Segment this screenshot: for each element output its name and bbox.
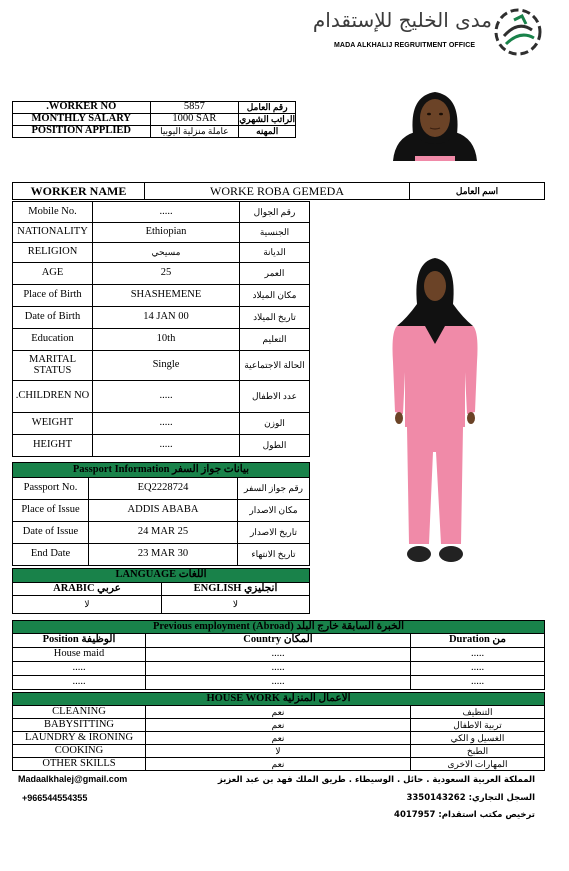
company-logo (312, 6, 544, 58)
employment-cell: ..... (146, 648, 411, 662)
logo-english-text: MADA ALKHALIJ REGRUITMENT OFFICE (334, 42, 476, 49)
worker-no-label-ar: رقم العامل (239, 102, 296, 114)
passport-no-label: Passport No. (13, 478, 89, 500)
passport-no-value: EQ2228724 (89, 478, 238, 500)
salary-label: MONTHLY SALARY (13, 114, 151, 126)
issue-date-label: Date of Issue (13, 522, 89, 544)
cleaning-label: CLEANING (13, 706, 146, 719)
salary-value: 1000 SAR (150, 114, 239, 126)
education-label: Education (13, 329, 93, 351)
birthdate-value: 14 JAN 00 (93, 307, 240, 329)
footer-email[interactable]: Madaalkhalej@gmail.com (18, 774, 128, 784)
issue-place-value: ADDIS ABABA (89, 500, 238, 522)
marital-value: Single (93, 351, 240, 381)
employment-cell: ..... (13, 662, 146, 676)
worker-name-label: WORKER NAME (13, 183, 145, 200)
position-label-ar: المهنه (239, 126, 296, 138)
employment-cell: ..... (146, 662, 411, 676)
language-table (12, 568, 310, 614)
birthplace-label-ar: مكان الميلاد (240, 285, 310, 307)
house-work-table (12, 692, 545, 771)
footer-phone: +966544554355 (22, 793, 88, 803)
employment-header-duration: Duration من (411, 634, 545, 648)
other-skills-label: OTHER SKILLS (13, 758, 146, 771)
issue-place-label: Place of Issue (13, 500, 89, 522)
age-value: 25 (93, 263, 240, 285)
worker-no-label: .WORKER NO (13, 102, 151, 114)
cooking-label-ar: الطبخ (411, 745, 545, 758)
mobile-value: ..... (93, 202, 240, 223)
religion-label: RELIGION (13, 243, 93, 263)
cleaning-label-ar: التنظيف (411, 706, 545, 719)
employment-cell: ..... (411, 676, 545, 690)
weight-label: WEIGHT (13, 413, 93, 435)
laundry-label: LAUNDRY & IRONING (13, 732, 146, 745)
issue-place-label-ar: مكان الاصدار (238, 500, 310, 522)
worker-name-value: WORKE ROBA GEMEDA (145, 183, 410, 200)
babysitting-label: BABYSITTING (13, 719, 146, 732)
passport-no-label-ar: رقم جواز السفر (238, 478, 310, 500)
children-label-ar: عدد الاطفال (240, 381, 310, 413)
language-section-title: LANGUAGE اللغات (13, 569, 310, 583)
employment-header-position: Position الوظيفة (13, 634, 146, 648)
babysitting-label-ar: تربية الاطفال (411, 719, 545, 732)
age-label-ar: العمر (240, 263, 310, 285)
laundry-label-ar: الغسيل و الكي (411, 732, 545, 745)
children-label: .CHILDREN NO (13, 381, 93, 413)
worker-name-table (12, 182, 545, 200)
weight-label-ar: الوزن (240, 413, 310, 435)
laundry-value: نعم (146, 732, 411, 745)
end-date-value: 23 MAR 30 (89, 544, 238, 566)
footer-commercial-register: السجل التجاري: 3350143262 (406, 793, 535, 803)
nationality-value: Ethiopian (93, 223, 240, 243)
logo-emblem-icon (492, 6, 544, 58)
arabic-label: ARABIC عربي (13, 583, 162, 596)
employment-cell: ..... (13, 676, 146, 690)
position-label: POSITION APPLIED (13, 126, 151, 138)
education-label-ar: التعليم (240, 329, 310, 351)
issue-date-label-ar: تاريخ الاصدار (238, 522, 310, 544)
mobile-label-ar: رقم الجوال (240, 202, 310, 223)
height-label: HEIGHT (13, 435, 93, 457)
arabic-value: لا (13, 596, 162, 614)
religion-value: مسيحي (93, 243, 240, 263)
mobile-label: Mobile No. (13, 202, 93, 223)
employment-header-country: Country المكان (146, 634, 411, 648)
marital-label-ar: الحالة الاجتماعية (240, 351, 310, 381)
babysitting-value: نعم (146, 719, 411, 732)
other-skills-value: نعم (146, 758, 411, 771)
employment-cell: House maid (13, 648, 146, 662)
position-value: عاملة منزلية اليوبيا (150, 126, 239, 138)
passport-section-title: Passport Information بيانات جواز السفر (13, 463, 310, 478)
religion-label-ar: الديانة (240, 243, 310, 263)
logo-arabic-text: مدى الخليج للإستقدام (312, 8, 492, 32)
height-label-ar: الطول (240, 435, 310, 457)
weight-value: ..... (93, 413, 240, 435)
birthplace-label: Place of Birth (13, 285, 93, 307)
cleaning-value: نعم (146, 706, 411, 719)
end-date-label-ar: تاريخ الانتهاء (238, 544, 310, 566)
cooking-label: COOKING (13, 745, 146, 758)
height-value: ..... (93, 435, 240, 457)
salary-label-ar: الراتب الشهري (239, 114, 295, 124)
house-work-section-title: HOUSE WORK الاعمال المنزلية (13, 693, 545, 706)
footer-license: ترخيص مكتب استقدام: 4017957 (394, 810, 535, 820)
english-value: لا (162, 596, 310, 614)
employment-cell: ..... (411, 662, 545, 676)
nationality-label: NATIONALITY (13, 223, 93, 243)
age-label: AGE (13, 263, 93, 285)
cooking-value: لا (146, 745, 411, 758)
end-date-label: End Date (13, 544, 89, 566)
issue-date-value: 24 MAR 25 (89, 522, 238, 544)
worker-name-label-ar: اسم العامل (410, 183, 545, 200)
worker-headshot-photo (385, 86, 485, 161)
nationality-label-ar: الجنسية (240, 223, 310, 243)
education-value: 10th (93, 329, 240, 351)
marital-label: MARITAL STATUS (13, 351, 93, 381)
birthplace-value: SHASHEMENE (93, 285, 240, 307)
top-info-table (12, 101, 296, 138)
worker-no-value: 5857 (150, 102, 239, 114)
english-label: ENGLISH انجليزي (162, 583, 310, 596)
passport-table (12, 462, 310, 566)
birthdate-label-ar: تاريخ الميلاد (240, 307, 310, 329)
other-skills-label-ar: المهارات الاخرى (411, 758, 545, 771)
employment-cell: ..... (411, 648, 545, 662)
birthdate-label: Date of Birth (13, 307, 93, 329)
employment-section-title: Previous employment (Abroad) الخبرة السابقة خارج البلد (13, 621, 545, 634)
worker-full-body-photo (385, 252, 485, 574)
personal-info-table (12, 201, 310, 457)
footer-address: المملكة العربية السعودية . حائل . الوسيطاء . طريق الملك فهد بن عبد العزيز (217, 775, 535, 785)
children-value: ..... (93, 381, 240, 413)
employment-table (12, 620, 545, 690)
employment-cell: ..... (146, 676, 411, 690)
